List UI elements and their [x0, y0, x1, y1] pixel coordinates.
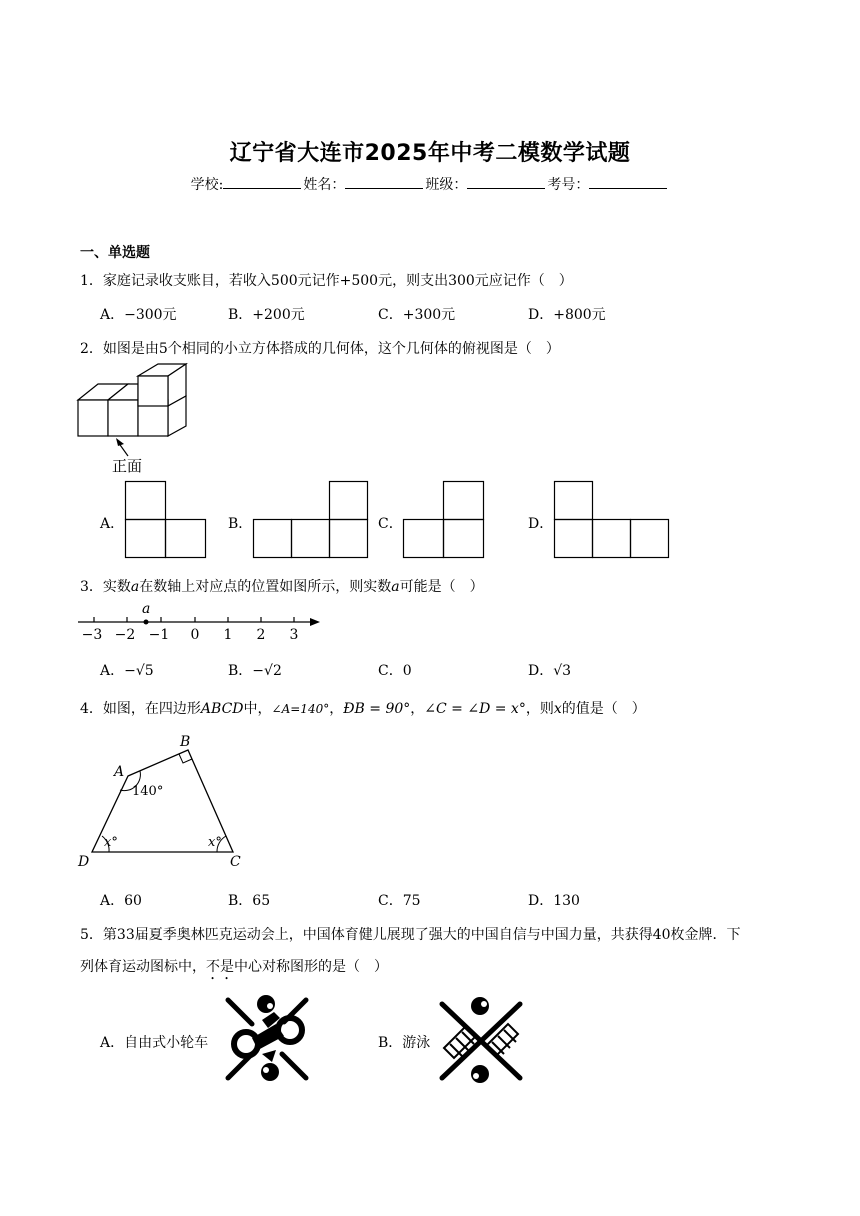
vertex-d-label: D	[78, 854, 90, 870]
q4-text-b: 中，	[243, 701, 272, 717]
tick-label: 1	[223, 627, 233, 643]
question-5-line-2	[80, 956, 388, 983]
question-3-text	[80, 576, 484, 596]
tick-label: 0	[190, 627, 200, 643]
quadrilateral-figure	[76, 732, 256, 872]
exam-no-blank	[589, 175, 667, 189]
q2-option-a-figure	[125, 481, 207, 559]
number-line-figure	[76, 602, 326, 644]
q3-var-1: a	[130, 579, 140, 595]
q4-option-a: A．60	[100, 893, 142, 909]
q4-shape: ABCD	[200, 701, 244, 717]
vertex-a-label: A	[114, 764, 125, 780]
school-label: 学校:	[190, 177, 224, 193]
q2-option-b-figure	[253, 481, 369, 559]
vertex-b-label: B	[180, 734, 191, 750]
class-blank	[467, 175, 545, 189]
bmx-pictogram-icon	[222, 990, 312, 1086]
q1-option-a: A．−300元	[100, 307, 177, 323]
question-4-text: 4．如图，在四边形ABCD中，∠A=140°，ÐB = 90°，∠C = ∠D = x°，则x的值是（ ）	[80, 701, 646, 717]
q4-text-c: ，则	[525, 701, 554, 717]
q3-option-a: A．−√5	[100, 663, 154, 679]
q5-emphasis: 不是	[206, 959, 234, 975]
question-5-line-1: 5．第33届夏季奥林匹克运动会上，中国体育健儿展现了强大的中国自信与中国力量，共获得40枚金牌．下	[80, 927, 741, 943]
tick-label: −3	[81, 627, 103, 643]
q3-text-c: 可能是（ ）	[399, 579, 484, 595]
q5-option-a: A．自由式小轮车	[100, 1035, 209, 1051]
q2-option-c-figure	[403, 481, 485, 559]
name-blank	[345, 175, 423, 189]
q4-var: x	[553, 701, 562, 717]
tick-label: −2	[114, 627, 136, 643]
q3-option-c: C．0	[378, 663, 412, 679]
page-title: 辽宁省大连市2025年中考二模数学试题	[229, 141, 631, 166]
q1-option-c: C．+300元	[378, 307, 456, 323]
school-blank	[223, 175, 301, 189]
q3-text-b: 在数轴上对应点的位置如图所示，则实数	[139, 579, 392, 595]
class-label: 班级：	[425, 177, 468, 193]
section-heading: 一、单选题	[80, 245, 150, 261]
angle-c-label: x°	[208, 835, 222, 850]
name-label: 姓名：	[303, 177, 346, 193]
q5-text-a: 列体育运动图标中，	[80, 959, 206, 975]
q4-option-c: C．75	[378, 893, 421, 909]
q3-var-2: a	[391, 579, 400, 595]
exam-no-label: 考号：	[547, 177, 590, 193]
front-label: 正面	[112, 457, 143, 475]
q2-option-c: C．	[378, 516, 403, 532]
number-line-point-label: a	[142, 601, 151, 617]
tick-label: −1	[148, 627, 170, 643]
q3-option-b: B．−√2	[228, 663, 282, 679]
q5-option-b: B．游泳	[378, 1035, 431, 1051]
q2-option-d-figure	[554, 481, 670, 559]
swimming-pictogram-icon	[436, 992, 526, 1088]
q2-option-a: A．	[100, 516, 125, 532]
angle-d-label: x°	[104, 835, 118, 850]
question-2-text: 2．如图是由5个相同的小立方体搭成的几何体，这个几何体的俯视图是（ ）	[80, 341, 560, 357]
q1-option-d: D．+800元	[528, 307, 606, 323]
question-1-text: 1．家庭记录收支账目，若收入500元记作+500元，则支出300元应记作（ ）	[80, 273, 573, 289]
vertex-c-label: C	[230, 854, 241, 870]
q4-option-d: D．130	[528, 893, 580, 909]
q4-text-a: 4．如图，在四边形	[80, 701, 201, 717]
q1-option-b: B．+200元	[228, 307, 305, 323]
q4-cond-3: ∠C = ∠D = x°	[424, 701, 526, 717]
q5-text-b: 中心对称图形的是（ ）	[234, 959, 388, 975]
q2-option-d: D．	[528, 516, 554, 532]
student-info-line	[0, 174, 860, 194]
q4-text-d: 的值是（ ）	[561, 701, 646, 717]
tick-label: 2	[256, 627, 266, 643]
q4-option-b: B．65	[228, 893, 271, 909]
angle-a-label: 140°	[132, 784, 164, 799]
q4-cond-1: ∠A=140°	[271, 702, 330, 716]
tick-label: 3	[289, 627, 299, 643]
q4-cond-2: ÐB = 90°	[343, 701, 411, 717]
q2-option-b: B．	[228, 516, 253, 532]
q3-text-a: 3．实数	[80, 579, 131, 595]
q3-option-d: D．√3	[528, 663, 572, 679]
